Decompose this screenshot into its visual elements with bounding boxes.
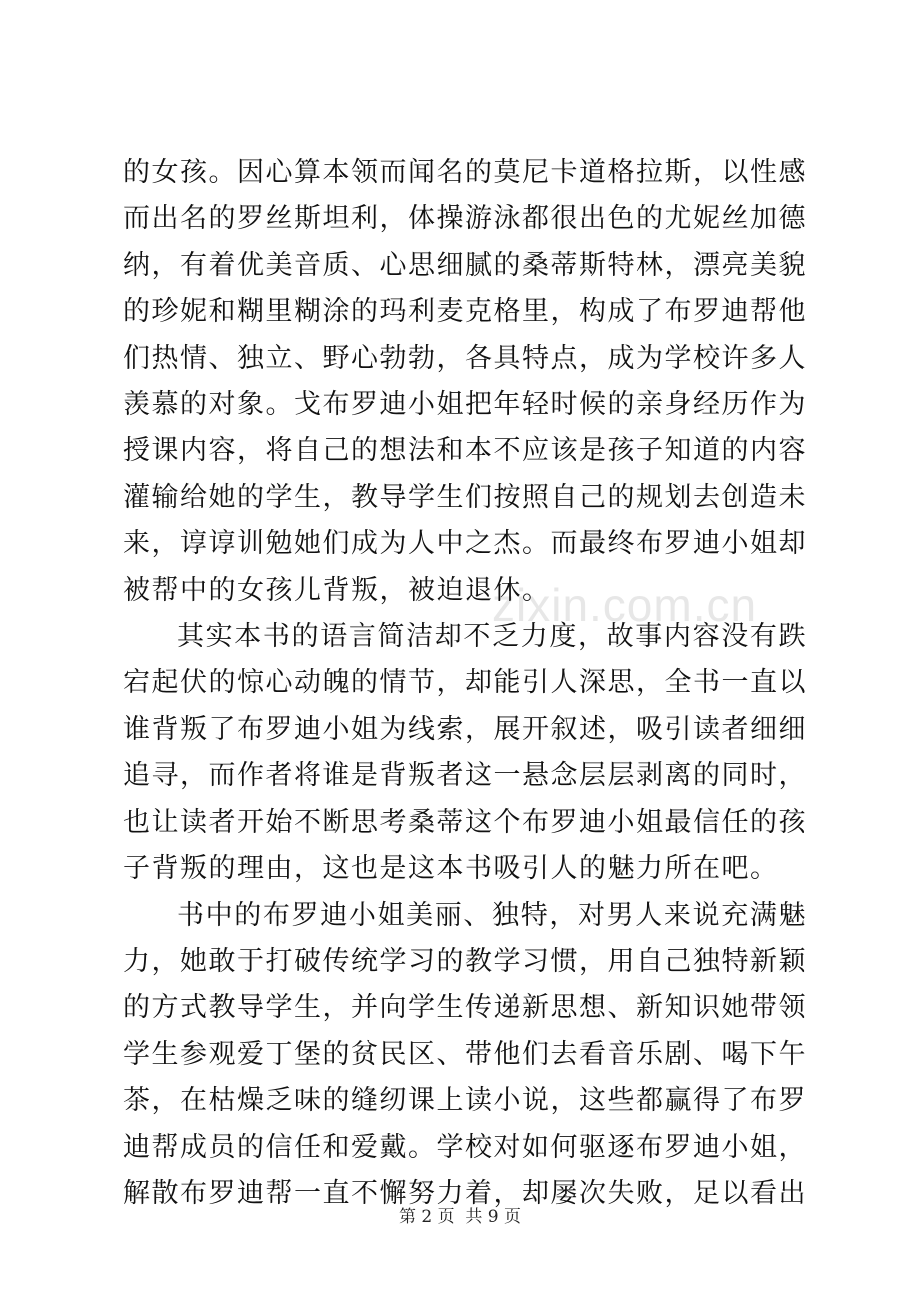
watermark: zixin.com.cn: [492, 579, 758, 631]
body-text: [123, 150, 807, 1217]
paragraph-2: 其实本书的语言简洁却不乏力度，故事内容没有跌宕起伏的惊心动魄的情节，却能引人深思，全书一直以谁背叛了布罗迪小姐为线索，展开叙述，吸引读者细细追寻，而作者将谁是背叛者这一悬念层层剥离的同时，也让读者开始不断思考桑蒂这个布罗迪小姐最信任的孩子背叛的理由，这也是这本书吸引人的魅力所在吧。: [123, 621, 807, 885]
page-footer: 第 2 页 共 9 页: [398, 1207, 522, 1227]
paragraph-3: 书中的布罗迪小姐美丽、独特，对男人来说充满魅力，她敢于打破传统学习的教学习惯，用自己独特新颖的方式教导学生，并向学生传递新思想、新知识她带领学生参观爱丁堡的贫民区、带他们去看音乐剧、喝下午茶，在枯燥乏味的缝纫课上读小说，这些都赢得了布罗迪帮成员的信任和爱戴。学校对如何驱逐布罗迪小姐，解散布罗迪帮一直不懈努力着，却屡次失败，足以看出: [123, 899, 807, 1209]
paragraph-1: 的女孩。因心算本领而闻名的莫尼卡道格拉斯，以性感而出名的罗丝斯坦利，体操游泳都很出色的尤妮丝加德纳，有着优美音质、心思细腻的桑蒂斯特林，漂亮美貌的珍妮和糊里糊涂的玛利麦克格里，构成了布罗迪帮他们热情、独立、野心勃勃，各具特点，成为学校许多人羡慕的对象。戈布罗迪小姐把年轻时候的亲身经历作为授课内容，将自己的想法和本不应该是孩子知道的内容灌输给她的学生，教导学生们按照自己的规划去创造未来，谆谆训勉她们成为人中之杰。而最终布罗迪小姐却被帮中的女孩儿背叛，被迫退休。: [123, 157, 807, 606]
